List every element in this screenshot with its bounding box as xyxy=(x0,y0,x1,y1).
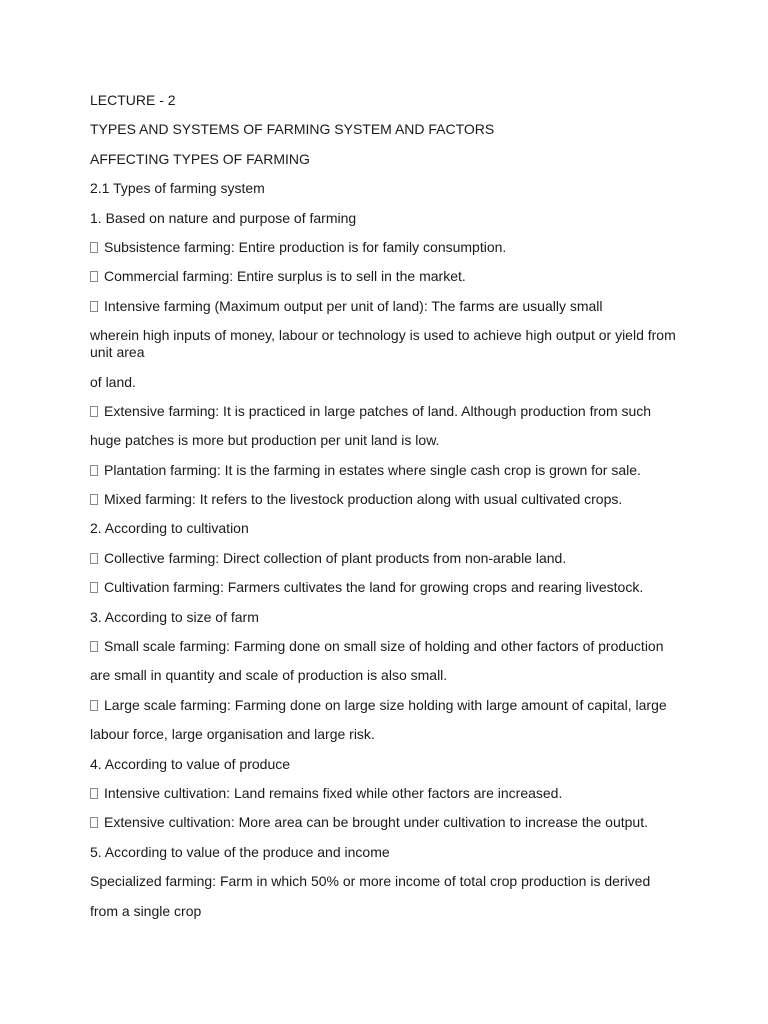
line-text: 4. According to value of produce xyxy=(90,755,291,772)
line-text: Subsistence farming: Entire production is for family consumption. xyxy=(104,238,507,255)
line-text: wherein high inputs of money, labour or technology is used to achieve high output or yield from unit area xyxy=(90,327,676,361)
bullet-list-item xyxy=(90,403,680,420)
bullet-list-item xyxy=(90,491,680,508)
line-text: huge patches is more but production per unit land is low. xyxy=(90,432,440,449)
text-line xyxy=(90,151,680,168)
text-line xyxy=(90,756,680,773)
text-line xyxy=(90,210,680,227)
text-line xyxy=(90,327,680,361)
line-text: 2.1 Types of farming system xyxy=(90,180,265,197)
line-text: 5. According to value of the produce and income xyxy=(90,843,390,860)
bullet-list-item xyxy=(90,579,680,596)
bullet-list-item xyxy=(90,239,680,256)
line-text: TYPES AND SYSTEMS OF FARMING SYSTEM AND FACTORS xyxy=(90,121,495,138)
text-line xyxy=(90,374,680,391)
line-text: from a single crop xyxy=(90,902,202,919)
bullet-icon xyxy=(90,465,98,476)
bullet-list-item xyxy=(90,268,680,285)
text-line xyxy=(90,903,680,920)
line-text: 2. According to cultivation xyxy=(90,520,249,537)
bullet-icon xyxy=(90,301,98,312)
text-line xyxy=(90,667,680,684)
bullet-list-item xyxy=(90,550,680,567)
bullet-list-item xyxy=(90,785,680,802)
bullet-icon xyxy=(90,641,98,652)
bullet-list-item xyxy=(90,697,680,714)
line-text: Intensive farming (Maximum output per unit of land): The farms are usually small xyxy=(104,297,603,314)
text-line xyxy=(90,92,680,109)
bullet-icon xyxy=(90,406,98,417)
line-text: Extensive farming: It is practiced in large patches of land. Although production from such xyxy=(104,402,652,419)
line-text: labour force, large organisation and large risk. xyxy=(90,726,375,743)
line-text: Commercial farming: Entire surplus is to sell in the market. xyxy=(104,268,466,285)
line-text: LECTURE - 2 xyxy=(90,92,176,108)
bullet-list-item xyxy=(90,462,680,479)
line-text: Specialized farming: Farm in which 50% or more income of total crop production is derived xyxy=(90,873,651,890)
line-text: Cultivation farming: Farmers cultivates the land for growing crops and rearing livestock. xyxy=(104,579,644,596)
line-text: are small in quantity and scale of production is also small. xyxy=(90,667,448,684)
line-text: Small scale farming: Farming done on small size of holding and other factors of production xyxy=(104,638,664,655)
bullet-list-item xyxy=(90,814,680,831)
bullet-icon xyxy=(90,271,98,282)
text-line xyxy=(90,432,680,449)
line-text: Mixed farming: It refers to the livestock production along with usual cultivated crops. xyxy=(104,491,623,508)
text-line xyxy=(90,121,680,138)
line-text: Plantation farming: It is the farming in estates where single cash crop is grown for sale. xyxy=(104,461,641,478)
line-text: Collective farming: Direct collection of plant products from non-arable land. xyxy=(104,549,567,566)
line-text: Large scale farming: Farming done on large size holding with large amount of capital, large xyxy=(104,696,667,713)
line-text: 3. According to size of farm xyxy=(90,608,259,625)
bullet-icon xyxy=(90,788,98,799)
bullet-icon xyxy=(90,700,98,711)
bullet-icon xyxy=(90,242,98,253)
bullet-list-item xyxy=(90,298,680,315)
line-text: AFFECTING TYPES OF FARMING xyxy=(90,150,310,167)
text-line xyxy=(90,873,680,890)
document-page xyxy=(90,92,680,932)
text-line xyxy=(90,609,680,626)
bullet-icon xyxy=(90,553,98,564)
line-text: of land. xyxy=(90,373,136,390)
bullet-icon xyxy=(90,494,98,505)
line-text: 1. Based on nature and purpose of farming xyxy=(90,209,357,226)
text-line xyxy=(90,180,680,197)
text-line xyxy=(90,844,680,861)
line-text: Intensive cultivation: Land remains fixed while other factors are increased. xyxy=(104,784,563,801)
bullet-icon xyxy=(90,817,98,828)
bullet-icon xyxy=(90,582,98,593)
text-line xyxy=(90,726,680,743)
text-line xyxy=(90,520,680,537)
line-text: Extensive cultivation: More area can be brought under cultivation to increase the output. xyxy=(104,814,648,831)
bullet-list-item xyxy=(90,638,680,655)
